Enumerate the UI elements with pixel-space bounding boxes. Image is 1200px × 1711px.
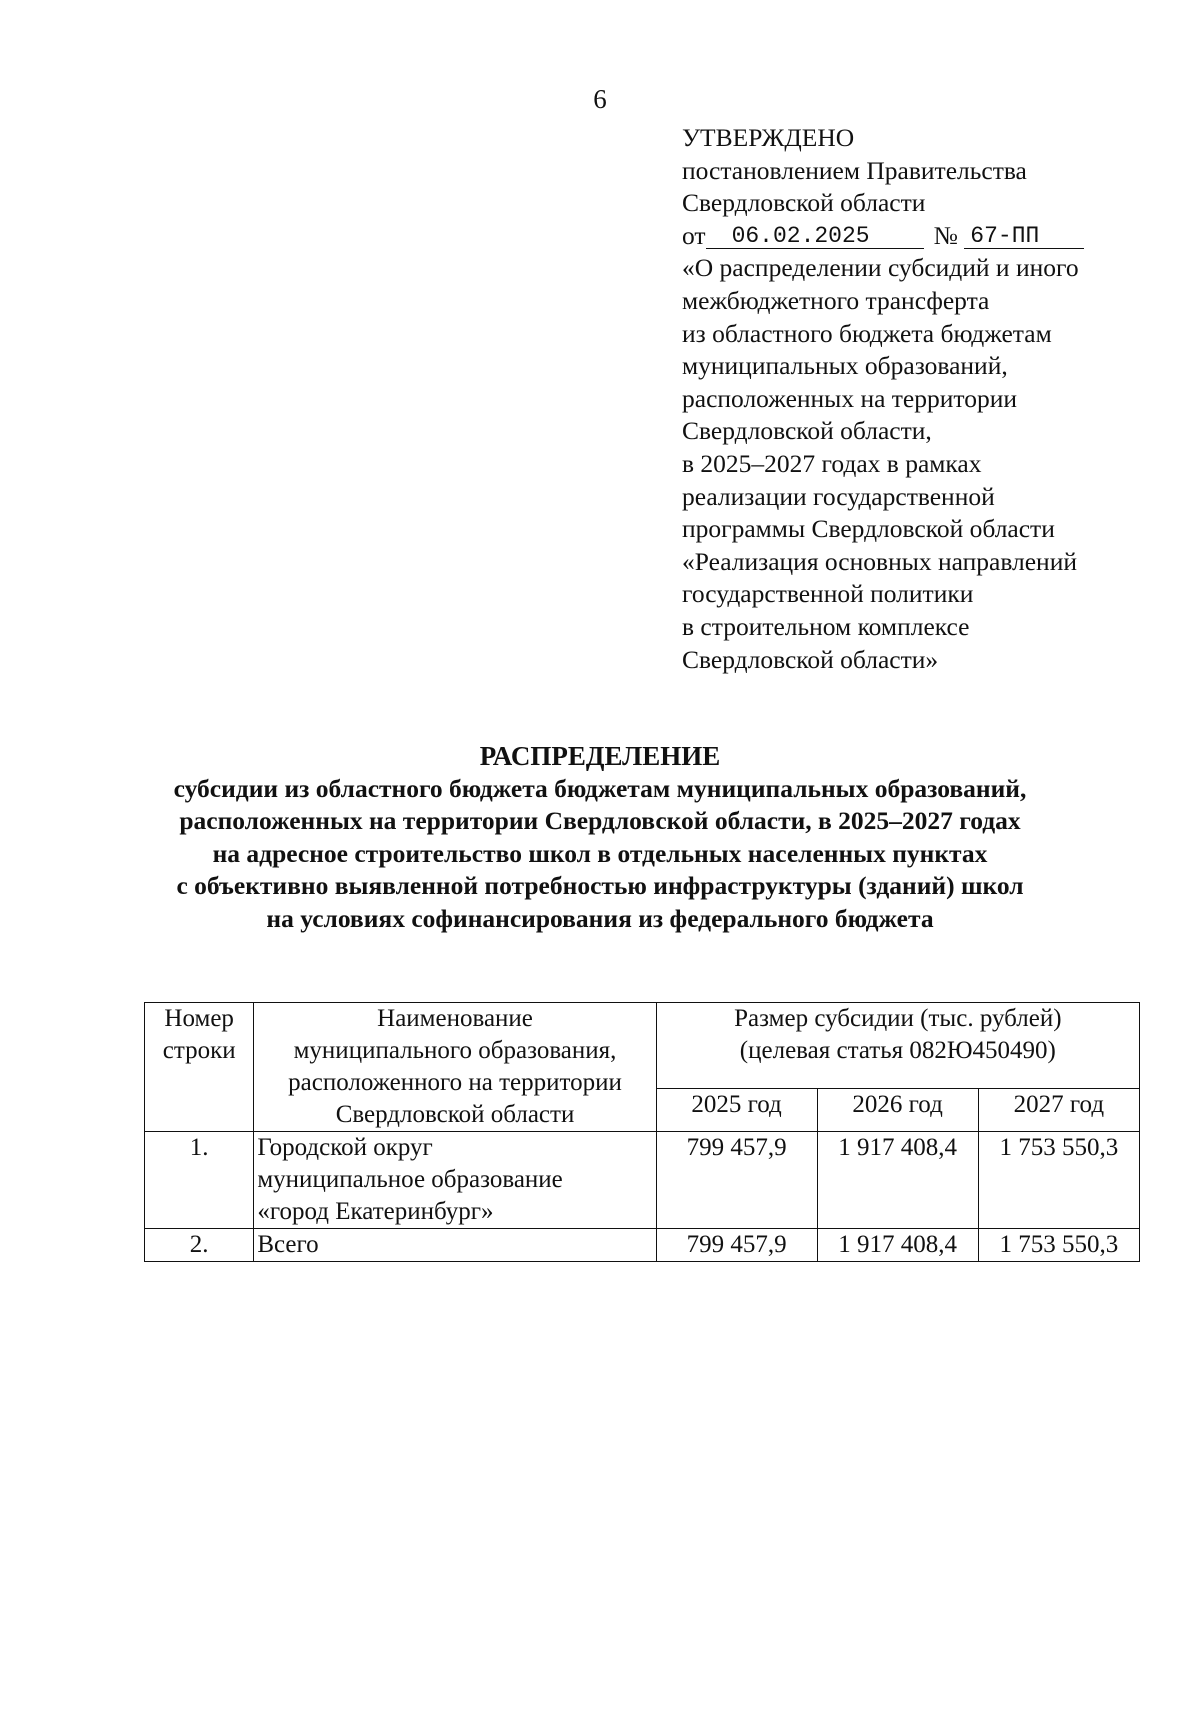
subsidy-2026: 1 917 408,4	[817, 1229, 978, 1262]
approval-line: в 2025–2027 годах в рамках	[682, 448, 982, 478]
municipality-name	[254, 1132, 656, 1229]
header-text: Номер	[164, 1005, 234, 1032]
subsidy-2026: 1 917 408,4	[817, 1132, 978, 1229]
header-year-2027: 2027 год	[978, 1088, 1139, 1131]
header-text: расположенного на территории	[288, 1069, 622, 1096]
heading-line: с объективно выявленной потребностью инфраструктуры (зданий) школ	[176, 871, 1024, 900]
header-year-2026: 2026 год	[817, 1088, 978, 1131]
subsidy-2025: 799 457,9	[656, 1229, 817, 1262]
approval-line: УТВЕРЖДЕНО	[682, 123, 855, 152]
approval-line: программы Свердловской области	[682, 514, 1055, 544]
municipality-name	[254, 1229, 656, 1262]
subsidy-2025: 799 457,9	[656, 1132, 817, 1229]
approval-line: Свердловской области,	[682, 416, 932, 446]
heading-line: субсидии из областного бюджета бюджетам муниципальных образований,	[173, 773, 1027, 803]
header-text: Свердловской области	[335, 1101, 575, 1128]
row-number: 1.	[145, 1132, 254, 1229]
approval-date-row	[682, 220, 1162, 253]
name-line: муниципальное образование	[257, 1166, 563, 1193]
subsidy-2027: 1 753 550,3	[978, 1229, 1139, 1262]
heading-line: расположенных на территории Свердловской области, в 2025–2027 годах	[179, 806, 1021, 835]
name-line: Городской округ	[257, 1134, 433, 1161]
row-number: 2.	[145, 1229, 254, 1262]
approval-line: межбюджетного трансферта	[682, 285, 990, 315]
approval-line: в строительном комплексе	[682, 611, 970, 641]
header-text: (целевая статья 082Ю450490)	[739, 1037, 1056, 1064]
approval-line: «Реализация основных направлений	[682, 546, 1078, 576]
approval-line: расположенных на территории	[682, 383, 1017, 413]
header-subsidy-size	[656, 1003, 1139, 1089]
approval-line: «О распределении субсидий и иного	[682, 253, 1079, 283]
approval-line: государственной политики	[682, 579, 974, 609]
heading-line: на адресное строительство школ в отдельных населенных пунктах	[212, 838, 988, 868]
approval-line: из областного бюджета бюджетам	[682, 318, 1052, 348]
approval-line: реализации государственной	[682, 481, 995, 511]
approval-line: муниципальных образований,	[682, 351, 1008, 381]
document-title: РАСПРЕДЕЛЕНИЕ	[479, 741, 721, 771]
header-text: Размер субсидии (тыс. рублей)	[734, 1005, 1062, 1032]
table-header-row	[145, 1003, 1140, 1089]
date-prefix: от	[682, 220, 706, 250]
name-line: Всего	[257, 1231, 319, 1258]
page-number: 6	[593, 84, 607, 114]
header-text: строки	[162, 1037, 236, 1064]
table-row-total	[145, 1229, 1140, 1262]
header-text: Наименование	[377, 1005, 533, 1032]
decree-number: 67-ПП	[964, 224, 1084, 249]
table-row	[145, 1132, 1140, 1229]
heading-line: на условиях софинансирования из федерального бюджета	[266, 903, 934, 933]
header-row-number	[145, 1003, 254, 1132]
header-year-2025: 2025 год	[656, 1088, 817, 1131]
name-line: «город Екатеринбург»	[257, 1198, 494, 1225]
approval-line: Свердловской области	[682, 188, 926, 218]
approval-line: Свердловской области»	[682, 644, 939, 674]
header-text: муниципального образования,	[293, 1037, 617, 1064]
subsidy-2027: 1 753 550,3	[978, 1132, 1139, 1229]
header-municipality-name	[254, 1003, 656, 1132]
approval-block	[682, 122, 1162, 676]
subsidy-table	[144, 1002, 1140, 1262]
decree-date: 06.02.2025	[706, 224, 924, 249]
approval-line: постановлением Правительства	[682, 155, 1027, 185]
document-heading	[100, 740, 1100, 935]
number-prefix: №	[933, 220, 958, 250]
